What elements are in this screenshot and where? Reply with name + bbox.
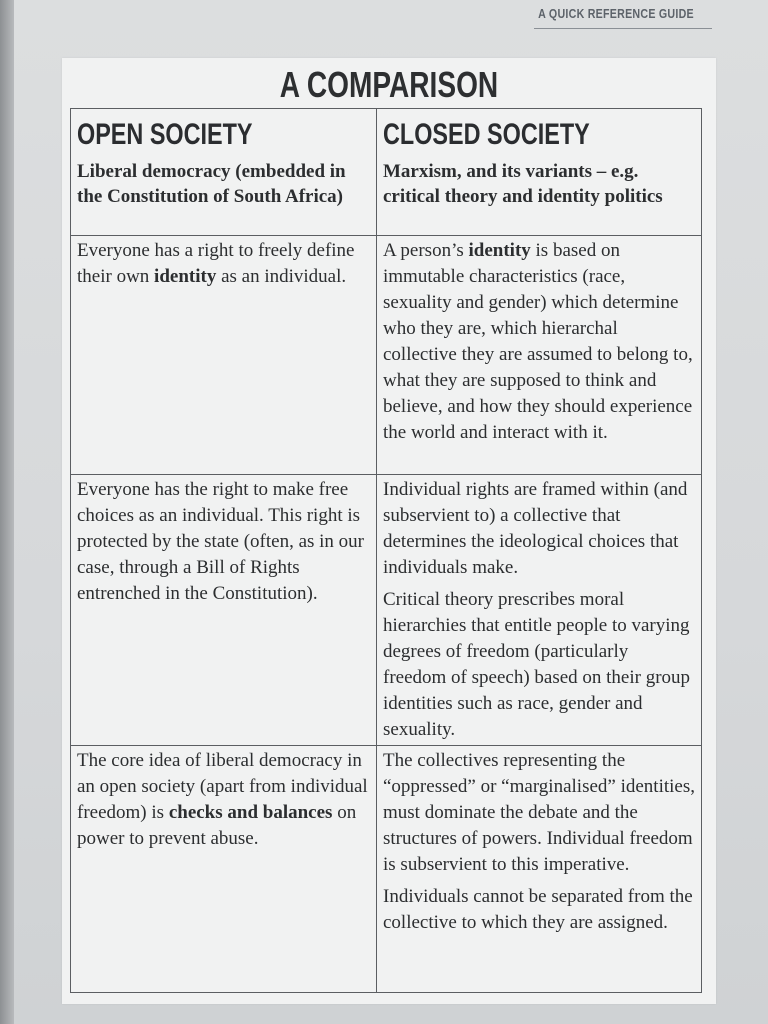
text-run: on power to prevent abuse. xyxy=(77,802,357,849)
text-run: Everyone has a right to freely define their own xyxy=(77,240,355,287)
closed-identity-cell xyxy=(377,236,701,474)
table-header-row xyxy=(71,109,701,235)
closed-rights-paragraph-2: Critical theory prescribes moral hierarchies that entitle people to varying degrees of freedom (particularly freedom of speech) based on their group identities such as race, gender and sexuality. xyxy=(383,589,691,740)
open-society-header xyxy=(71,109,377,235)
closed-rights-cell xyxy=(377,475,701,745)
closed-rights-paragraph-1: Individual rights are framed within (and subservient to) a collective that determines the ideological choices that individuals make. xyxy=(383,479,688,578)
page-title: A COMPARISON xyxy=(279,64,499,105)
table-row-power xyxy=(71,745,701,992)
open-identity-text xyxy=(77,238,370,290)
closed-society-subheading: Marxism, and its variants – e.g. critical theory and identity politics xyxy=(383,161,663,207)
closed-power-paragraph-2: Individuals cannot be separated from the collective to which they are assigned. xyxy=(383,886,693,933)
open-power-cell xyxy=(71,746,377,992)
open-society-subheading: Liberal democracy (embedded in the Constitution of South Africa) xyxy=(77,161,346,207)
text-run: as an individual. xyxy=(216,266,347,287)
closed-power-cell xyxy=(377,746,701,992)
closed-power-paragraph-1: The collectives representing the “oppressed” or “marginalised” identities, must dominate the debate and the structures of powers. Individual freedom is subservient to this imperative. xyxy=(383,750,695,875)
text-run: is based on immutable characteristics (race, sexuality and gender) which determine who they are, which hierarchal collective they are assumed to belong to, what they are supposed to think and believe, and how they should experience the world and interact with it. xyxy=(383,240,693,443)
emphasis-identity: identity xyxy=(154,266,217,287)
running-head: A QUICK REFERENCE GUIDE xyxy=(538,6,694,21)
emphasis-checks-and-balances: checks and balances xyxy=(168,802,333,823)
comparison-table xyxy=(70,108,702,993)
book-page xyxy=(14,0,768,1024)
table-row-identity xyxy=(71,235,701,474)
comparison-panel xyxy=(62,58,716,1004)
table-row-rights xyxy=(71,474,701,745)
open-rights-text: Everyone has the right to make free choices as an individual. This right is protected by the state (often, as in our case, through a Bill of Rights entrenched in the Constitution). xyxy=(77,479,365,604)
text-run: A person’s xyxy=(383,240,469,261)
emphasis-identity: identity xyxy=(468,240,531,261)
open-identity-cell xyxy=(71,236,377,474)
closed-society-heading: CLOSED SOCIETY xyxy=(383,118,590,151)
open-society-heading: OPEN SOCIETY xyxy=(77,118,253,151)
running-head-rule xyxy=(534,28,712,29)
closed-identity-text xyxy=(383,238,695,446)
closed-society-header xyxy=(377,109,701,235)
text-run: The core idea of liberal democracy in an open society (apart from individual freedom) is xyxy=(77,750,368,823)
open-rights-cell xyxy=(71,475,377,745)
open-power-text xyxy=(77,748,370,852)
